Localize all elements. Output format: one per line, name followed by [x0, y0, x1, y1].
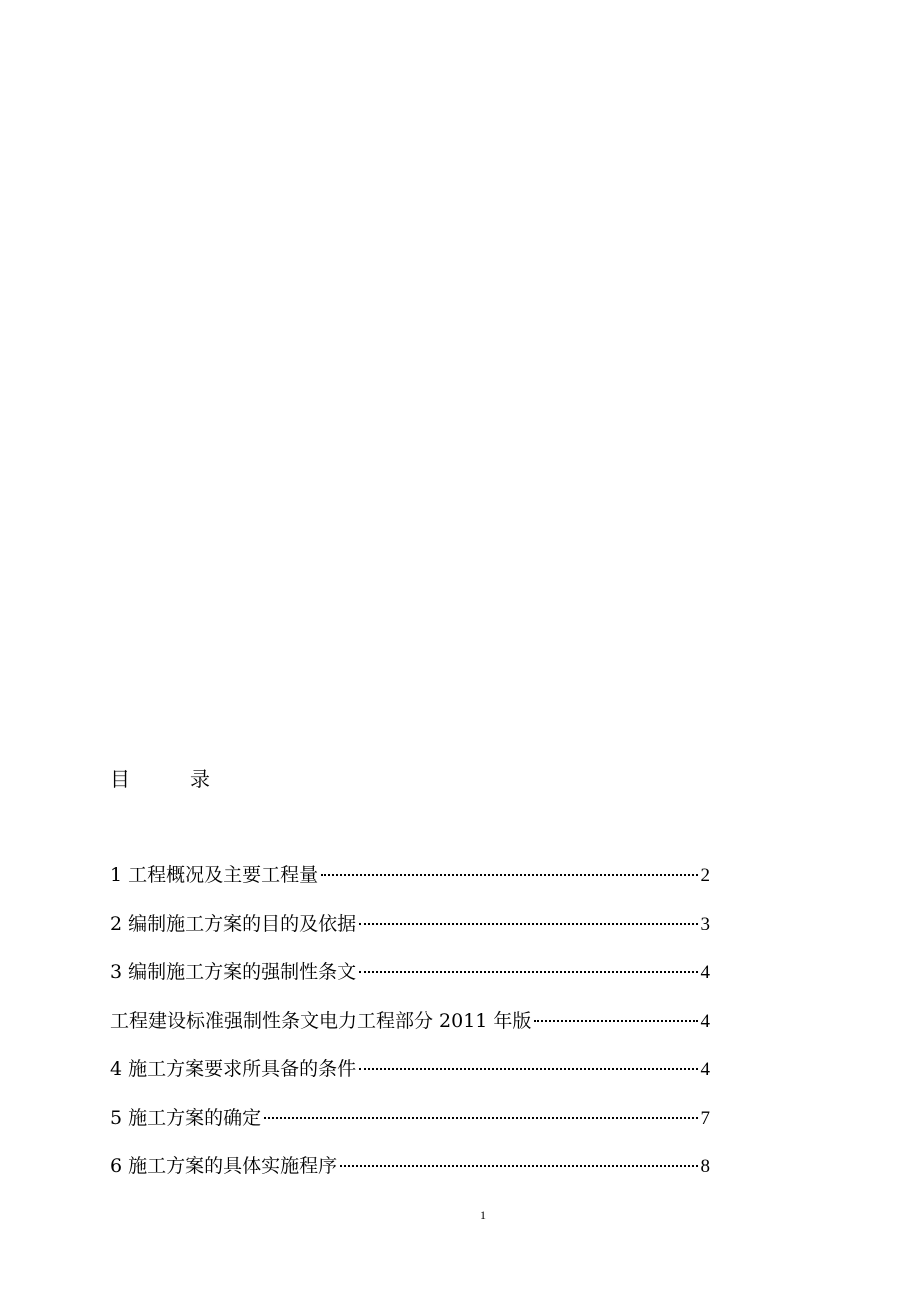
toc-entry-text: 1 工程概况及主要工程量: [110, 864, 319, 886]
toc-entry[interactable]: [110, 909, 710, 958]
toc-entry[interactable]: [110, 1103, 710, 1152]
toc-entry[interactable]: [110, 1151, 710, 1200]
toc-entry-page: 4: [700, 1059, 710, 1080]
toc-dot-leader: [340, 1165, 697, 1167]
toc-entry[interactable]: [110, 860, 710, 909]
toc-dot-leader: [534, 1020, 697, 1022]
toc-entry-page: 2: [700, 865, 710, 886]
toc-entry-page: 7: [700, 1107, 710, 1129]
toc-entry-page: 3: [700, 913, 710, 935]
toc-dot-leader: [359, 1068, 697, 1070]
toc-entry[interactable]: [110, 957, 710, 1006]
toc-entry-text: 4 施工方案要求所具备的条件: [110, 1058, 357, 1080]
toc-entry-page: 4: [700, 1010, 710, 1032]
toc-dot-leader: [321, 874, 697, 876]
toc-entry-text: 6 施工方案的具体实施程序: [110, 1155, 338, 1177]
toc-list: [110, 860, 710, 1200]
toc-entry-text: 3 编制施工方案的强制性条文: [110, 961, 357, 983]
toc-entry-text: 工程建设标准强制性条文电力工程部分 2011 年版: [110, 1009, 532, 1032]
toc-entry-text: 2 编制施工方案的目的及依据: [110, 912, 357, 935]
toc-dot-leader: [359, 923, 697, 925]
toc-dot-leader: [359, 971, 697, 973]
toc-entry-page: 4: [700, 962, 710, 983]
toc-dot-leader: [264, 1117, 697, 1119]
toc-entry[interactable]: [110, 1054, 710, 1103]
toc-title: 目 录: [110, 767, 210, 791]
toc-entry[interactable]: [110, 1006, 710, 1055]
toc-entry-text: 5 施工方案的确定: [110, 1106, 262, 1129]
toc-entry-page: 8: [700, 1156, 710, 1177]
page-number: 1: [480, 1208, 486, 1222]
